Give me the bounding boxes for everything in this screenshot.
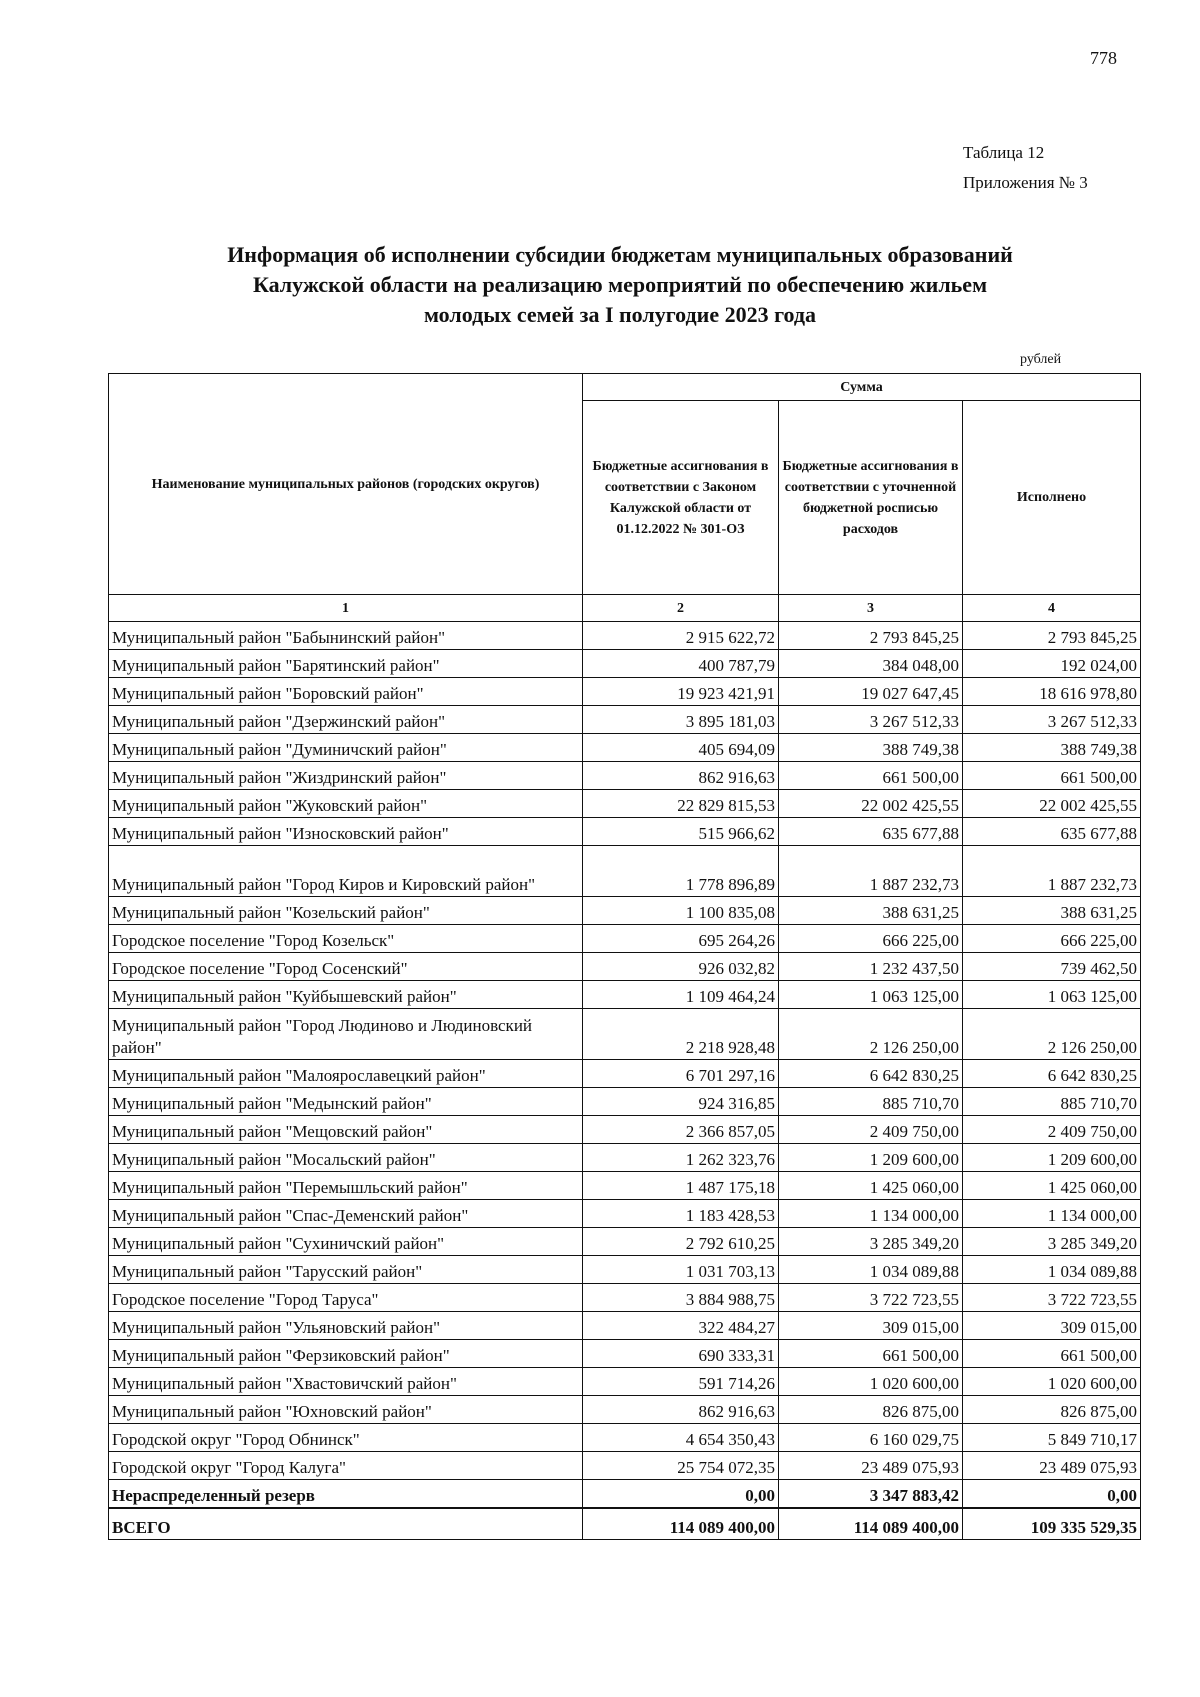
executed-cell: 18 616 978,80 <box>963 678 1141 706</box>
law-allocation-cell: 114 089 400,00 <box>583 1508 779 1540</box>
refined-allocation-cell: 3 347 883,42 <box>779 1480 963 1509</box>
district-name-cell: Муниципальный район "Ульяновский район" <box>109 1312 583 1340</box>
units-label: рублей <box>1020 352 1062 367</box>
table-row <box>109 818 1141 846</box>
executed-cell: 5 849 710,17 <box>963 1424 1141 1452</box>
district-name-cell: Муниципальный район "Спас-Деменский район" <box>109 1200 583 1228</box>
header-col2: Бюджетные ассигнования в соответствии с Законом Калужской области от 01.12.2022 № 301-ОЗ <box>583 401 779 595</box>
table-row <box>109 1172 1141 1200</box>
column-number: 2 <box>583 595 779 622</box>
table-row <box>109 1009 1141 1060</box>
law-allocation-cell: 1 109 464,24 <box>583 981 779 1009</box>
title-line-2: Калужской области на реализацию мероприятий по обеспечению жильем <box>252 272 988 297</box>
district-name-cell: Муниципальный район "Козельский район" <box>109 897 583 925</box>
header-name: Наименование муниципальных районов (городских округов) <box>109 374 583 595</box>
executed-cell: 3 722 723,55 <box>963 1284 1141 1312</box>
table-row <box>109 846 1141 897</box>
executed-cell: 0,00 <box>963 1480 1141 1509</box>
refined-allocation-cell: 114 089 400,00 <box>779 1508 963 1540</box>
executed-cell: 1 020 600,00 <box>963 1368 1141 1396</box>
refined-allocation-cell: 3 285 349,20 <box>779 1228 963 1256</box>
executed-cell: 885 710,70 <box>963 1088 1141 1116</box>
law-allocation-cell: 1 487 175,18 <box>583 1172 779 1200</box>
table-row <box>109 1424 1141 1452</box>
refined-allocation-cell: 3 722 723,55 <box>779 1284 963 1312</box>
table-row <box>109 1228 1141 1256</box>
table-row <box>109 1060 1141 1088</box>
law-allocation-cell: 862 916,63 <box>583 1396 779 1424</box>
district-name-cell: Муниципальный район "Сухиничский район" <box>109 1228 583 1256</box>
title-line-3: молодых семей за I полугодие 2023 года <box>423 302 817 327</box>
district-name-cell: Муниципальный район "Думиничский район" <box>109 734 583 762</box>
district-name-cell: Муниципальный район "Мещовский район" <box>109 1116 583 1144</box>
law-allocation-cell: 591 714,26 <box>583 1368 779 1396</box>
refined-allocation-cell: 1 034 089,88 <box>779 1256 963 1284</box>
refined-allocation-cell: 1 063 125,00 <box>779 981 963 1009</box>
district-name-cell: Муниципальный район "Малоярославецкий район" <box>109 1060 583 1088</box>
appendix-reference <box>963 138 1088 198</box>
page-number: 778 <box>1090 48 1117 68</box>
executed-cell: 388 749,38 <box>963 734 1141 762</box>
executed-cell: 661 500,00 <box>963 762 1141 790</box>
table-row <box>109 1116 1141 1144</box>
table-row <box>109 650 1141 678</box>
total-row <box>109 1508 1141 1540</box>
table-row <box>109 1088 1141 1116</box>
district-name-cell: Муниципальный район "Перемышльский район" <box>109 1172 583 1200</box>
refined-allocation-cell: 2 409 750,00 <box>779 1116 963 1144</box>
title-line-1: Информация об исполнении субсидии бюджетам муниципальных образований <box>227 242 1013 267</box>
district-name-cell: ВСЕГО <box>109 1508 583 1540</box>
district-name-cell: Муниципальный район "Мосальский район" <box>109 1144 583 1172</box>
table-row <box>109 734 1141 762</box>
executed-cell: 666 225,00 <box>963 925 1141 953</box>
district-name-cell: Городской округ "Город Калуга" <box>109 1452 583 1480</box>
table-row <box>109 953 1141 981</box>
table-reference: Таблица 12 <box>963 143 1045 162</box>
executed-cell: 388 631,25 <box>963 897 1141 925</box>
appendix-label: Приложения № 3 <box>963 173 1088 192</box>
executed-cell: 635 677,88 <box>963 818 1141 846</box>
law-allocation-cell: 2 915 622,72 <box>583 622 779 650</box>
refined-allocation-cell: 1 232 437,50 <box>779 953 963 981</box>
executed-cell: 826 875,00 <box>963 1396 1141 1424</box>
table-row <box>109 925 1141 953</box>
table-row <box>109 706 1141 734</box>
refined-allocation-cell: 2 126 250,00 <box>779 1009 963 1060</box>
refined-allocation-cell: 1 134 000,00 <box>779 1200 963 1228</box>
table-row <box>109 1396 1141 1424</box>
district-name-cell: Муниципальный район "Бабынинский район" <box>109 622 583 650</box>
refined-allocation-cell: 19 027 647,45 <box>779 678 963 706</box>
refined-allocation-cell: 6 160 029,75 <box>779 1424 963 1452</box>
law-allocation-cell: 25 754 072,35 <box>583 1452 779 1480</box>
header-sum: Сумма <box>583 374 1141 401</box>
district-name-cell: Городской округ "Город Обнинск" <box>109 1424 583 1452</box>
table-row <box>109 1144 1141 1172</box>
district-name-cell: Городское поселение "Город Таруса" <box>109 1284 583 1312</box>
table-row <box>109 1340 1141 1368</box>
column-number: 4 <box>963 595 1141 622</box>
law-allocation-cell: 695 264,26 <box>583 925 779 953</box>
law-allocation-cell: 2 218 928,48 <box>583 1009 779 1060</box>
table-row <box>109 981 1141 1009</box>
district-name-cell: Муниципальный район "Тарусский район" <box>109 1256 583 1284</box>
law-allocation-cell: 926 032,82 <box>583 953 779 981</box>
refined-allocation-cell: 826 875,00 <box>779 1396 963 1424</box>
district-name-cell: Муниципальный район "Юхновский район" <box>109 1396 583 1424</box>
refined-allocation-cell: 661 500,00 <box>779 1340 963 1368</box>
executed-cell: 661 500,00 <box>963 1340 1141 1368</box>
district-name-cell: Муниципальный район "Дзержинский район" <box>109 706 583 734</box>
executed-cell: 309 015,00 <box>963 1312 1141 1340</box>
column-number: 3 <box>779 595 963 622</box>
law-allocation-cell: 1 778 896,89 <box>583 846 779 897</box>
refined-allocation-cell: 666 225,00 <box>779 925 963 953</box>
executed-cell: 1 209 600,00 <box>963 1144 1141 1172</box>
table-row <box>109 1452 1141 1480</box>
table-row <box>109 1200 1141 1228</box>
law-allocation-cell: 4 654 350,43 <box>583 1424 779 1452</box>
refined-allocation-cell: 1 020 600,00 <box>779 1368 963 1396</box>
refined-allocation-cell: 1 887 232,73 <box>779 846 963 897</box>
executed-cell: 739 462,50 <box>963 953 1141 981</box>
law-allocation-cell: 1 100 835,08 <box>583 897 779 925</box>
refined-allocation-cell: 3 267 512,33 <box>779 706 963 734</box>
table-row <box>109 1368 1141 1396</box>
executed-cell: 1 134 000,00 <box>963 1200 1141 1228</box>
column-number-row <box>109 595 1141 622</box>
column-number: 1 <box>109 595 583 622</box>
law-allocation-cell: 690 333,31 <box>583 1340 779 1368</box>
refined-allocation-cell: 388 631,25 <box>779 897 963 925</box>
report-table <box>108 373 1141 1540</box>
table-row <box>109 1256 1141 1284</box>
reserve-row <box>109 1480 1141 1509</box>
law-allocation-cell: 1 031 703,13 <box>583 1256 779 1284</box>
executed-cell: 1 425 060,00 <box>963 1172 1141 1200</box>
executed-cell: 2 126 250,00 <box>963 1009 1141 1060</box>
law-allocation-cell: 405 694,09 <box>583 734 779 762</box>
table-row <box>109 762 1141 790</box>
executed-cell: 3 267 512,33 <box>963 706 1141 734</box>
district-name-cell: Муниципальный район "Куйбышевский район" <box>109 981 583 1009</box>
refined-allocation-cell: 6 642 830,25 <box>779 1060 963 1088</box>
law-allocation-cell: 0,00 <box>583 1480 779 1509</box>
table-row <box>109 622 1141 650</box>
refined-allocation-cell: 22 002 425,55 <box>779 790 963 818</box>
law-allocation-cell: 19 923 421,91 <box>583 678 779 706</box>
table-row <box>109 1284 1141 1312</box>
law-allocation-cell: 2 792 610,25 <box>583 1228 779 1256</box>
executed-cell: 109 335 529,35 <box>963 1508 1141 1540</box>
district-name-cell: Муниципальный район "Город Киров и Кировский район" <box>109 846 583 897</box>
executed-cell: 2 409 750,00 <box>963 1116 1141 1144</box>
table-row <box>109 790 1141 818</box>
refined-allocation-cell: 388 749,38 <box>779 734 963 762</box>
law-allocation-cell: 6 701 297,16 <box>583 1060 779 1088</box>
district-name-cell: Нераспределенный резерв <box>109 1480 583 1509</box>
refined-allocation-cell: 309 015,00 <box>779 1312 963 1340</box>
law-allocation-cell: 400 787,79 <box>583 650 779 678</box>
district-name-cell: Муниципальный район "Жуковский район" <box>109 790 583 818</box>
refined-allocation-cell: 885 710,70 <box>779 1088 963 1116</box>
executed-cell: 1 887 232,73 <box>963 846 1141 897</box>
law-allocation-cell: 322 484,27 <box>583 1312 779 1340</box>
executed-cell: 22 002 425,55 <box>963 790 1141 818</box>
law-allocation-cell: 924 316,85 <box>583 1088 779 1116</box>
district-name-cell: Городское поселение "Город Козельск" <box>109 925 583 953</box>
table-row <box>109 678 1141 706</box>
executed-cell: 192 024,00 <box>963 650 1141 678</box>
executed-cell: 3 285 349,20 <box>963 1228 1141 1256</box>
table-body <box>109 622 1141 1540</box>
district-name-cell: Муниципальный район "Ферзиковский район" <box>109 1340 583 1368</box>
executed-cell: 1 063 125,00 <box>963 981 1141 1009</box>
executed-cell: 2 793 845,25 <box>963 622 1141 650</box>
district-name-cell: Муниципальный район "Город Людиново и Людиновский район" <box>109 1009 583 1060</box>
law-allocation-cell: 862 916,63 <box>583 762 779 790</box>
district-name-cell: Муниципальный район "Боровский район" <box>109 678 583 706</box>
refined-allocation-cell: 1 425 060,00 <box>779 1172 963 1200</box>
law-allocation-cell: 3 884 988,75 <box>583 1284 779 1312</box>
district-name-cell: Городское поселение "Город Сосенский" <box>109 953 583 981</box>
table-row <box>109 897 1141 925</box>
refined-allocation-cell: 661 500,00 <box>779 762 963 790</box>
refined-allocation-cell: 23 489 075,93 <box>779 1452 963 1480</box>
district-name-cell: Муниципальный район "Барятинский район" <box>109 650 583 678</box>
executed-cell: 6 642 830,25 <box>963 1060 1141 1088</box>
district-name-cell: Муниципальный район "Хвастовичский район" <box>109 1368 583 1396</box>
refined-allocation-cell: 2 793 845,25 <box>779 622 963 650</box>
refined-allocation-cell: 635 677,88 <box>779 818 963 846</box>
refined-allocation-cell: 1 209 600,00 <box>779 1144 963 1172</box>
district-name-cell: Муниципальный район "Износковский район" <box>109 818 583 846</box>
table-row <box>109 1312 1141 1340</box>
district-name-cell: Муниципальный район "Жиздринский район" <box>109 762 583 790</box>
law-allocation-cell: 2 366 857,05 <box>583 1116 779 1144</box>
law-allocation-cell: 1 262 323,76 <box>583 1144 779 1172</box>
district-name-cell: Муниципальный район "Медынский район" <box>109 1088 583 1116</box>
refined-allocation-cell: 384 048,00 <box>779 650 963 678</box>
law-allocation-cell: 1 183 428,53 <box>583 1200 779 1228</box>
executed-cell: 1 034 089,88 <box>963 1256 1141 1284</box>
law-allocation-cell: 515 966,62 <box>583 818 779 846</box>
law-allocation-cell: 22 829 815,53 <box>583 790 779 818</box>
executed-cell: 23 489 075,93 <box>963 1452 1141 1480</box>
header-col4: Исполнено <box>963 401 1141 595</box>
header-col3: Бюджетные ассигнования в соответствии с уточненной бюджетной росписью расходов <box>779 401 963 595</box>
law-allocation-cell: 3 895 181,03 <box>583 706 779 734</box>
document-title <box>110 240 1130 330</box>
header-row-1 <box>109 374 1141 401</box>
